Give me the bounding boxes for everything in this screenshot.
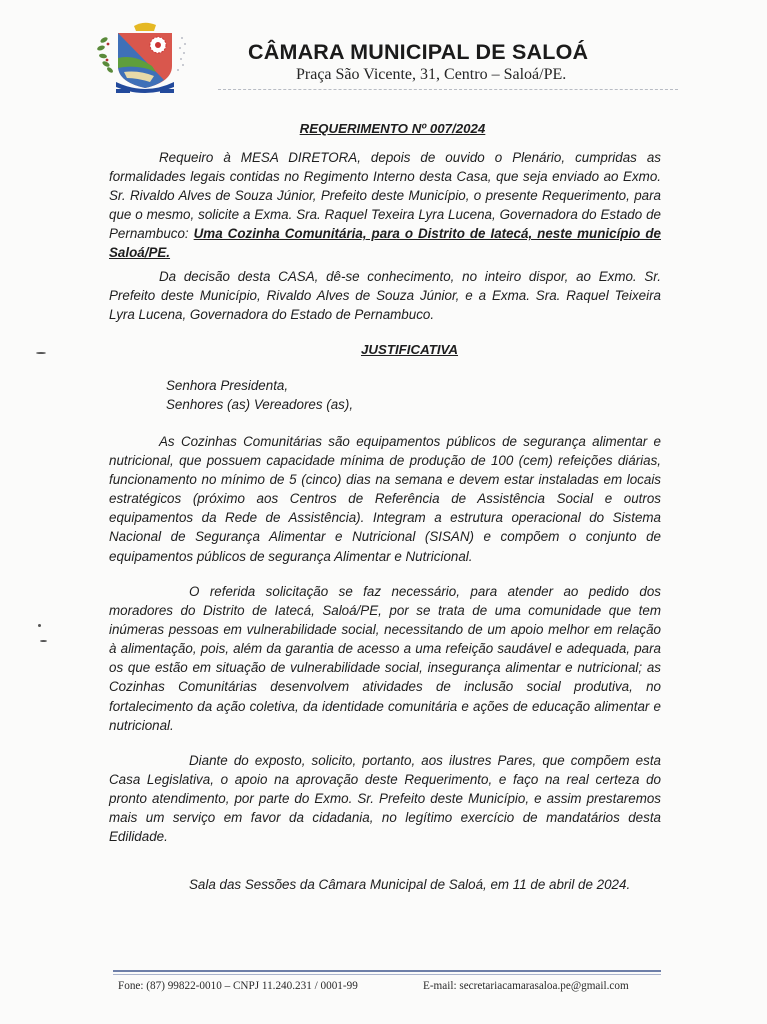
justification-paragraph-1: [109, 432, 661, 566]
section-title-justificativa: JUSTIFICATIVA: [360, 342, 459, 357]
greeting-line-1: Senhora Presidenta,: [166, 378, 289, 393]
footer-divider: [113, 970, 661, 975]
scan-mark: [36, 352, 46, 354]
greeting-line-2: Senhores (as) Vereadores (as),: [166, 397, 354, 412]
closing-paragraph: [109, 874, 661, 895]
document-title: REQUERIMENTO Nº 007/2024: [299, 121, 486, 136]
justification-paragraph-3: [109, 751, 661, 846]
notification-text: Da decisão desta CASA, dê-se conhecimento, no inteiro dispor, ao Exmo. Sr. Prefeito deste Município, Rivaldo Alves de Souza Júnior, e a Exma. Sra. Raquel Teixeira Lyra Lucena, Governadora do Estado de Pernambuco.: [109, 269, 661, 323]
request-text: Requeiro à MESA DIRETORA, depois de ouvido o Plenário, cumpridas as formalidades legais contidas no Regimento Interno desta Casa, que seja enviado ao Exmo. Sr. Rivaldo Alves de Souza Júnior, Prefeito deste Município, o presente Requerimento, para que o mesmo, solicite a Exma. Sra. Raquel Texeira Lyra Lucena, Governadora do Estado de Pernambuco:: [109, 150, 661, 242]
footer-contact: Fone: (87) 99822-0010 – CNPJ 11.240.231 / 0001-99: [118, 980, 358, 992]
justification-text-2: O referida solicitação se faz necessário, para atender ao pedido dos moradores do Distrito de Iatecá, Saloá/PE, por se trata de uma comunidade que tem inúmeras pessoas em vulnerabilidade social, necessitando de um apoio melhor em relação à alimentação, pois, além da garantia de acesso a uma refeição saudável e adequada, para os que estão em situação de vulnerabilidade social, insegurança alimentar e nutricional; as Cozinhas Comunitárias desenvolvem atividades de inclusão social produtiva, no fortalecimento da ação coletiva, da identidade comunitária e ações de educação alimentar e nutricional.: [109, 584, 661, 733]
request-emphasis: Uma Cozinha Comunitária, para o Distrito de Iatecá, neste município de Saloá/PE.: [109, 226, 661, 261]
request-paragraph: [109, 148, 661, 263]
institution-name: CÂMARA MUNICIPAL DE SALOÁ: [248, 40, 589, 64]
notification-paragraph: [109, 267, 661, 324]
scan-mark: [40, 640, 47, 642]
justification-paragraph-2: [109, 582, 661, 735]
footer-email: E-mail: secretariacamarasaloa.pe@gmail.com: [423, 980, 629, 992]
justification-text-3: Diante do exposto, solicito, portanto, aos ilustres Pares, que compõem esta Casa Legislativa, o apoio na aprovação deste Requerimento, e faço na real certeza do pronto atendimento, por parte do Exmo. Sr. Prefeito deste Município, e assim prestaremos mais um serviço em favor da cidadania, no legítimo exercício de mandatários desta Edilidade.: [109, 753, 661, 845]
institution-address: Praça São Vicente, 31, Centro – Saloá/PE.: [296, 66, 567, 83]
coat-of-arms-logo: [94, 20, 194, 98]
scan-mark: [38, 624, 41, 627]
laurel-branch-icon: [96, 36, 113, 74]
closing-text: Sala das Sessões da Câmara Municipal de Saloá, em 11 de abril de 2024.: [189, 877, 631, 892]
justification-text-1: As Cozinhas Comunitárias são equipamentos públicos de segurança alimentar e nutricional, que possuem capacidade mínima de produção de 100 (cem) refeições diárias, funcionamento no mínimo de 5 (cinco) dias na semana e devem estar instaladas em locais estratégicos (próximo aos Centros de Referência de Assistência Social e outros equipamentos da Rede de Assistência). Integram a estrutura operacional do Sistema Nacional de Segurança Alimentar e Nutricional (SISAN) e compõem o conjunto de equipamentos públicos de segurança Alimentar e Nutricional.: [109, 434, 661, 564]
header-divider: [218, 89, 678, 90]
